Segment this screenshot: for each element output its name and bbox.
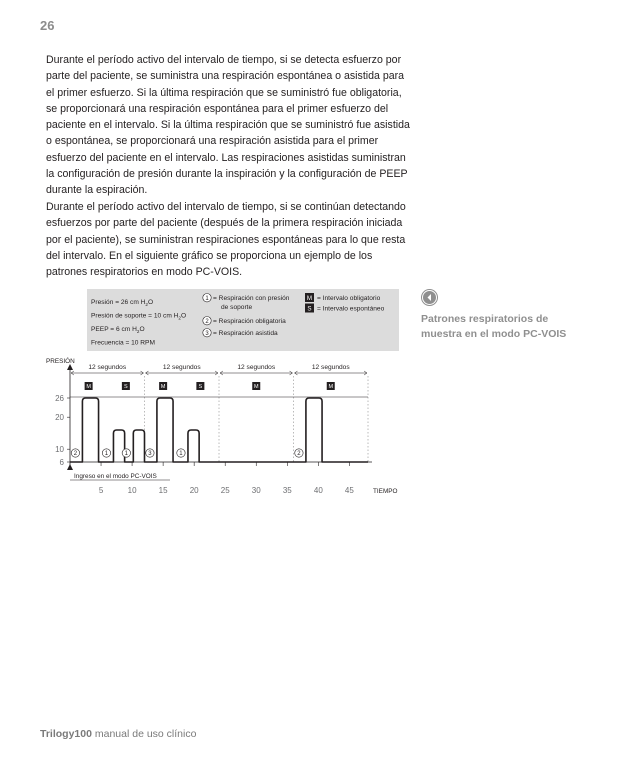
x-tick-label: 40 <box>313 486 323 495</box>
page-number: 26 <box>40 18 55 33</box>
y-tick-label: 6 <box>59 458 64 467</box>
x-tick-label: 20 <box>189 486 199 495</box>
breath-type-number: 1 <box>179 451 183 458</box>
interval-marker-letter: S <box>198 384 203 390</box>
chevron-left-icon <box>421 289 438 306</box>
x-tick-label: 10 <box>127 486 137 495</box>
breath-type-number: 3 <box>148 451 152 458</box>
interval-label: 12 segundos <box>162 364 201 371</box>
breath-legend-number: 1 <box>205 296 209 302</box>
breath-type-number: 1 <box>124 451 128 458</box>
breath-legend-text: de soporte <box>221 304 253 311</box>
footer-brand: Trilogy100 <box>40 728 92 740</box>
paragraph-2: Durante el período activo del intervalo de tiempo, si se continúan detectando esfuerzos por parte del paciente (después de la primera respiración iniciada por el paciente), se suministran respiraciones espontáneas para lo que resta del intervalo. En el siguiente gráfico se proporciona un ejemplo de los patrones respiratorios en modo PC-VOIS. <box>46 201 406 279</box>
breath-type-number: 2 <box>297 451 301 458</box>
figure-caption: Patrones respiratorios de muestra en el modo PC-VOIS <box>421 313 567 340</box>
interval-legend-letter: S <box>307 305 312 313</box>
y-tick-label: 26 <box>55 394 64 403</box>
interval-label: 12 segundos <box>311 364 350 371</box>
footer-text: manual de uso clínico <box>91 728 197 740</box>
interval-marker-letter: M <box>253 384 259 390</box>
breath-legend-text: = Respiración obligatoria <box>213 318 286 325</box>
paragraph-1: Durante el período activo del intervalo de tiempo, si se detecta esfuerzo por parte del paciente, se suministra una respiración espontánea o asistida para el primer esfuerzo. Si la última respiración que se suministró fue obligatoria, se proporcionará una respiración espontánea para el primer esfuerzo del paciente en el intervalo. Si la última respiración que se suministró fue asistida o espontánea, se proporcionará una respiración asistida para el primer esfuerzo del paciente en el intervalo. Las respiraciones asistidas suministran la configuración de presión durante la inspiración y la configuración de PEEP durante la espiración. <box>46 54 410 197</box>
interval-label: 12 segundos <box>88 364 127 371</box>
breath-type-number: 2 <box>73 451 78 458</box>
breath-pattern-figure <box>0 280 420 510</box>
breath-legend-text: = Respiración con presión <box>213 295 290 302</box>
interval-legend-text: = Intervalo espontáneo <box>317 305 385 313</box>
x-tick-label: 35 <box>282 486 292 495</box>
interval-marker-letter: M <box>328 384 334 390</box>
y-tick-label: 10 <box>55 445 64 455</box>
interval-marker-letter: M <box>86 384 91 390</box>
breath-legend-number: 3 <box>205 331 209 337</box>
x-axis-label: TIEMPO <box>373 488 398 495</box>
interval-label: 12 segundos <box>237 364 276 371</box>
breath-type-number: 1 <box>104 451 109 458</box>
x-tick-label: 25 <box>220 486 230 495</box>
breath-pattern-chart <box>0 280 420 505</box>
mode-entry-annotation: Ingreso en el modo PC-VOIS <box>74 473 157 480</box>
setting-line: Frecuencia = 10 RPM <box>91 339 155 347</box>
y-tick-label: 20 <box>55 413 64 423</box>
y-axis-label: PRESIÓN <box>46 358 75 365</box>
x-tick-label: 15 <box>158 486 168 495</box>
setting-line: Presión = 26 cm $H_2O$ <box>91 299 154 307</box>
breath-legend-number: 2 <box>205 319 209 325</box>
x-tick-label: 45 <box>344 486 354 495</box>
interval-legend-letter: M <box>306 295 313 302</box>
x-tick-label: 5 <box>98 486 104 495</box>
setting-line: Presión de soporte = 10 cm $H_2O$ <box>91 312 187 321</box>
figure-nav-icon[interactable] <box>421 289 438 306</box>
breath-legend-text: = Respiración asistida <box>213 330 278 337</box>
mode-entry-arrow <box>67 464 73 470</box>
x-tick-label: 30 <box>251 486 261 495</box>
footer <box>40 728 196 740</box>
interval-marker-letter: M <box>160 384 166 390</box>
interval-marker-letter: S <box>124 384 128 390</box>
interval-legend-text: = Intervalo obligatorio <box>317 295 381 302</box>
setting-line: PEEP = 6 cm $H_2O$ <box>91 326 145 334</box>
